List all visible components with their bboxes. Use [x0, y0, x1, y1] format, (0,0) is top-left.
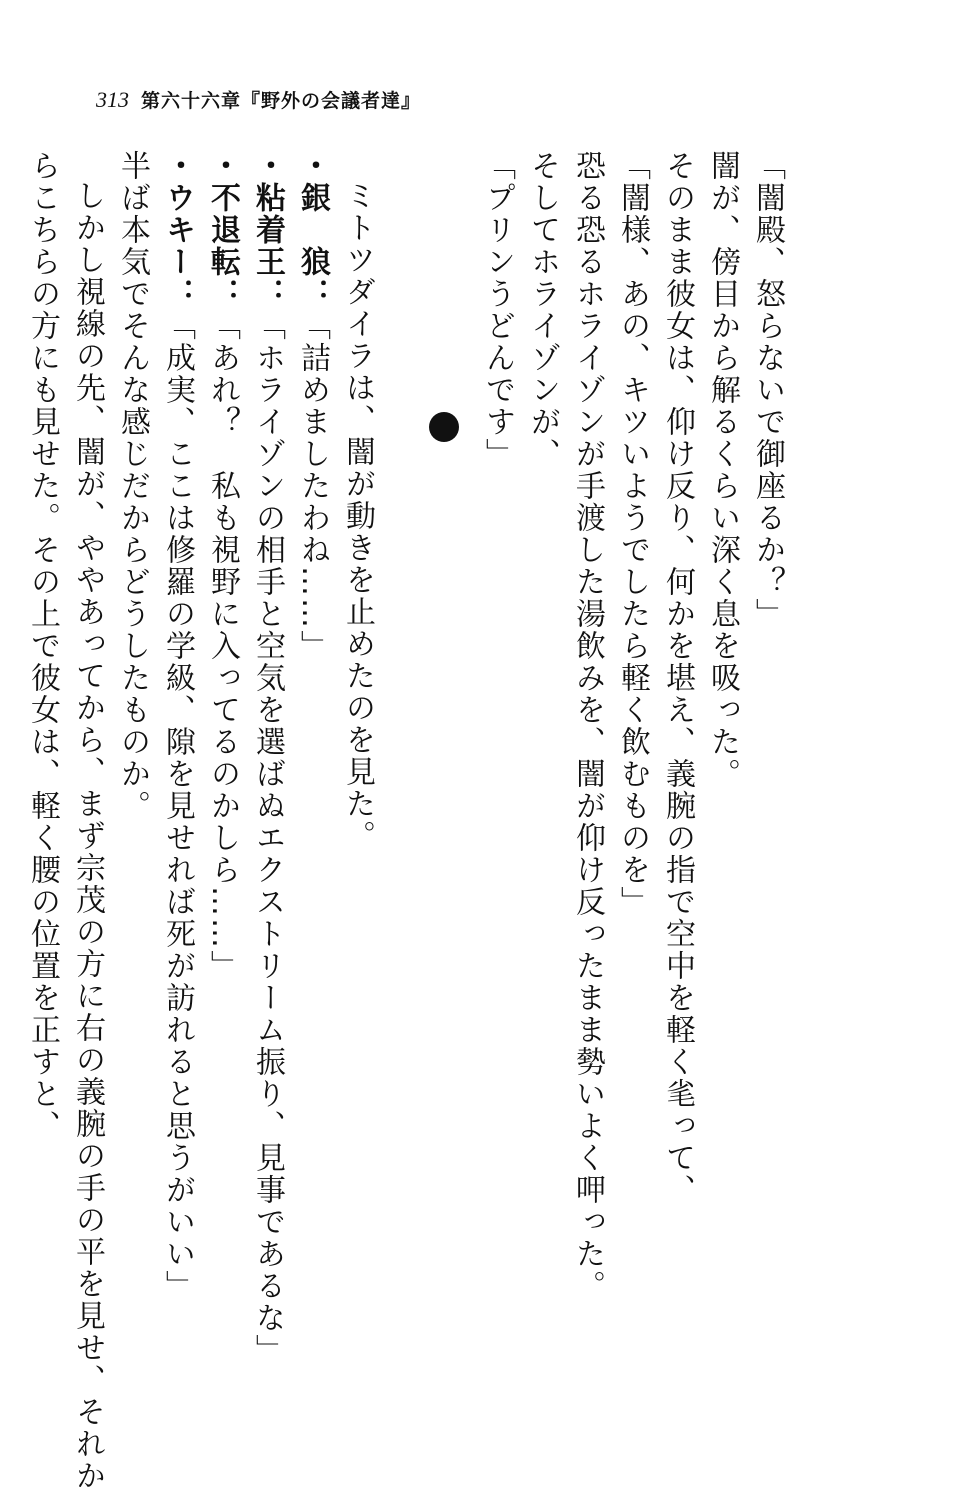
chapter-title: 第六十六章『野外の会議者達』: [141, 90, 422, 112]
speaker-name: ・銀 狼：: [295, 150, 330, 310]
text-line: [110, 150, 155, 1300]
running-header: [96, 86, 421, 120]
text-line-body: らこちらの方にも見せた。その上で彼女は、軽く腰の位置を正すと、: [25, 150, 60, 1142]
text-line: 「プリンうどんです」: [480, 150, 515, 470]
text-line: [65, 150, 110, 1492]
text-line: [335, 150, 380, 1300]
chat-line: [245, 150, 290, 1366]
chat-text: 「あれ？ 私も視野に入ってるのかしら……」: [205, 310, 240, 982]
text-line: 闇が、傍目から解るくらい深く息を吸った。: [705, 150, 740, 790]
body-text: [25, 150, 790, 1492]
text-line: 「闇様、あの、キツいようでしたら軽く飲むものを」: [615, 150, 650, 918]
text-line: そのまま彼女は、仰け反り、何かを堪え、義腕の指で空中を軽く毟って、: [660, 150, 695, 1206]
section-break: [380, 150, 475, 1300]
text-line: 恐る恐るホライゾンが手渡した湯飲みを、闇が仰け反ったまま勢いよく呷った。: [570, 150, 605, 1302]
chat-text: 「ホライゾンの相手と空気を選ばぬエクストリーム振り、見事であるな」: [250, 310, 285, 1366]
text-line-body: しかし視線の先、闇が、ややあってから、まず宗茂の方に右の義腕の手の平を見せ、それか: [70, 180, 105, 1492]
page-number: 313: [96, 87, 129, 112]
speaker-name: ・不退転：: [205, 150, 240, 310]
text-line-body: ミトツダイラは、闇が動きを止めたのを見た。: [340, 180, 375, 852]
chat-line: [290, 150, 335, 1300]
chat-line: [200, 150, 245, 1300]
chat-text: 「成実、ここは修羅の学級、隙を見せれば死が訪れると思うがいい」: [160, 310, 195, 1302]
chat-text: 「詰めましたわね……」: [295, 310, 330, 662]
text-line: [20, 150, 65, 1300]
text-line: そしてホライゾンが、: [525, 150, 560, 470]
section-break-dot: [429, 412, 459, 442]
speaker-name: ・粘着王：: [250, 150, 285, 310]
text-line: 「闇殿、怒らないで御座るか？」: [750, 150, 785, 630]
text-line-body: 半ば本気でそんな感じだからどうしたものか。: [115, 150, 150, 822]
speaker-name: ・ウキー：: [160, 150, 195, 310]
chat-line: [155, 150, 200, 1300]
